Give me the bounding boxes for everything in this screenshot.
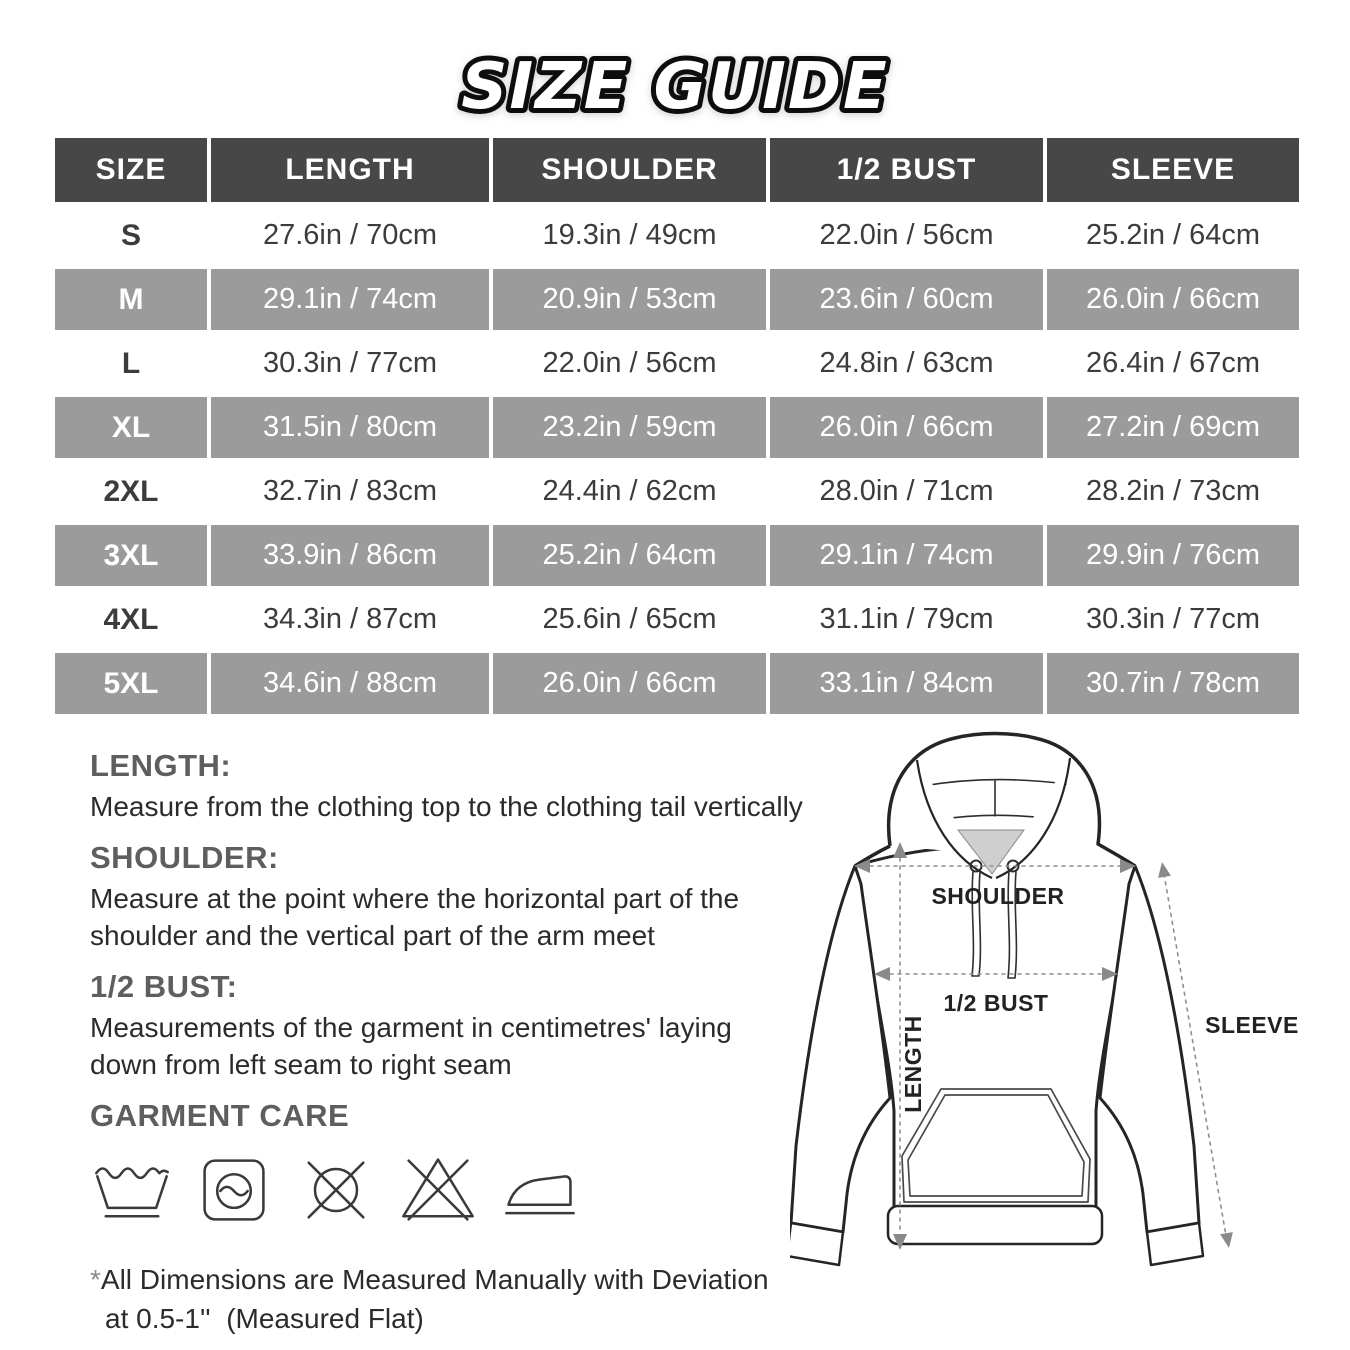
measurement-cell: 29.1in / 74cm bbox=[770, 525, 1043, 586]
measurement-cell: 31.5in / 80cm bbox=[211, 397, 489, 458]
size-cell: M bbox=[55, 269, 207, 330]
definition-shoulder bbox=[90, 840, 825, 955]
length-label: LENGTH bbox=[900, 1015, 926, 1113]
measurement-cell: 34.6in / 88cm bbox=[211, 653, 489, 714]
column-header: SLEEVE bbox=[1047, 138, 1299, 202]
measurement-cell: 29.1in / 74cm bbox=[211, 269, 489, 330]
table-row bbox=[55, 205, 1299, 266]
definition-bust bbox=[90, 969, 825, 1084]
measurement-cell: 25.2in / 64cm bbox=[1047, 205, 1299, 266]
size-cell: L bbox=[55, 333, 207, 394]
measurement-cell: 34.3in / 87cm bbox=[211, 589, 489, 650]
measurement-cell: 24.4in / 62cm bbox=[493, 461, 766, 522]
column-header: 1/2 BUST bbox=[770, 138, 1043, 202]
sleeve-label: SLEEVE bbox=[1205, 1012, 1299, 1038]
table-row bbox=[55, 461, 1299, 522]
measurement-cell: 30.3in / 77cm bbox=[211, 333, 489, 394]
size-table bbox=[51, 135, 1303, 717]
definition-text: Measure from the clothing top to the clothing tail vertically bbox=[90, 791, 803, 822]
shoulder-label: SHOULDER bbox=[931, 883, 1065, 909]
bust-label: 1/2 BUST bbox=[943, 990, 1049, 1016]
measurement-cell: 29.9in / 76cm bbox=[1047, 525, 1299, 586]
definition-text: Measurements of the garment in centimetres' laying down from left seam to right seam bbox=[90, 1011, 732, 1080]
definition-term: 1/2 BUST: bbox=[90, 968, 238, 1004]
garment-care-heading: GARMENT CARE bbox=[90, 1097, 350, 1133]
wash-gentle-icon bbox=[90, 1148, 174, 1232]
column-header: SIZE bbox=[55, 138, 207, 202]
measurement-cell: 28.0in / 71cm bbox=[770, 461, 1043, 522]
hoodie-measurement-diagram bbox=[790, 726, 1320, 1286]
do-not-bleach-icon bbox=[396, 1148, 480, 1232]
do-not-dry-clean-icon bbox=[294, 1148, 378, 1232]
size-cell: 4XL bbox=[55, 589, 207, 650]
measurement-cell: 22.0in / 56cm bbox=[770, 205, 1043, 266]
hoodie-right-cuff bbox=[1147, 1223, 1203, 1265]
footnote-line2: at 0.5-1'' (Measured Flat) bbox=[105, 1302, 424, 1334]
table-header-row bbox=[55, 138, 1299, 202]
measurement-cell: 26.0in / 66cm bbox=[493, 653, 766, 714]
measure-info-column bbox=[90, 748, 825, 1350]
table-row bbox=[55, 269, 1299, 330]
table-row bbox=[55, 525, 1299, 586]
measurement-cell: 33.9in / 86cm bbox=[211, 525, 489, 586]
footnote bbox=[90, 1260, 825, 1338]
table-row bbox=[55, 397, 1299, 458]
definition-term: LENGTH: bbox=[90, 748, 232, 783]
footnote-asterisk: * bbox=[90, 1263, 101, 1295]
size-cell: XL bbox=[55, 397, 207, 458]
size-cell: 3XL bbox=[55, 525, 207, 586]
size-cell: 2XL bbox=[55, 461, 207, 522]
page-title-art bbox=[365, 38, 985, 130]
garment-care-icons bbox=[90, 1148, 825, 1232]
measurement-cell: 27.6in / 70cm bbox=[211, 205, 489, 266]
table-row bbox=[55, 333, 1299, 394]
measurement-cell: 19.3in / 49cm bbox=[493, 205, 766, 266]
measurement-cell: 20.9in / 53cm bbox=[493, 269, 766, 330]
definition-text: Measure at the point where the horizontal part of the shoulder and the vertical part of the arm meet bbox=[90, 882, 740, 951]
page-title-wrap bbox=[0, 38, 1350, 135]
iron-icon bbox=[498, 1148, 582, 1232]
page-title: SIZE GUIDE bbox=[461, 50, 889, 124]
measurement-cell: 27.2in / 69cm bbox=[1047, 397, 1299, 458]
measurement-cell: 26.0in / 66cm bbox=[770, 397, 1043, 458]
measurement-cell: 31.1in / 79cm bbox=[770, 589, 1043, 650]
measurement-cell: 23.6in / 60cm bbox=[770, 269, 1043, 330]
measurement-cell: 26.4in / 67cm bbox=[1047, 333, 1299, 394]
measurement-cell: 24.8in / 63cm bbox=[770, 333, 1043, 394]
measurement-cell: 30.3in / 77cm bbox=[1047, 589, 1299, 650]
size-cell: 5XL bbox=[55, 653, 207, 714]
column-header: SHOULDER bbox=[493, 138, 766, 202]
measurement-cell: 33.1in / 84cm bbox=[770, 653, 1043, 714]
measurement-cell: 23.2in / 59cm bbox=[493, 397, 766, 458]
table-row bbox=[55, 653, 1299, 714]
footnote-line1: All Dimensions are Measured Manually with Deviation bbox=[100, 1263, 769, 1295]
measurement-cell: 22.0in / 56cm bbox=[493, 333, 766, 394]
definition-term: SHOULDER: bbox=[90, 839, 279, 875]
size-cell: S bbox=[55, 205, 207, 266]
measurement-cell: 26.0in / 66cm bbox=[1047, 269, 1299, 330]
measurement-cell: 30.7in / 78cm bbox=[1047, 653, 1299, 714]
machine-wash-drum-icon bbox=[192, 1148, 276, 1232]
measurement-cell: 25.2in / 64cm bbox=[493, 525, 766, 586]
definition-length bbox=[90, 748, 825, 826]
table-row bbox=[55, 589, 1299, 650]
measurement-cell: 28.2in / 73cm bbox=[1047, 461, 1299, 522]
hoodie-waistband bbox=[888, 1206, 1102, 1244]
measurement-cell: 32.7in / 83cm bbox=[211, 461, 489, 522]
measurement-cell: 25.6in / 65cm bbox=[493, 589, 766, 650]
column-header: LENGTH bbox=[211, 138, 489, 202]
